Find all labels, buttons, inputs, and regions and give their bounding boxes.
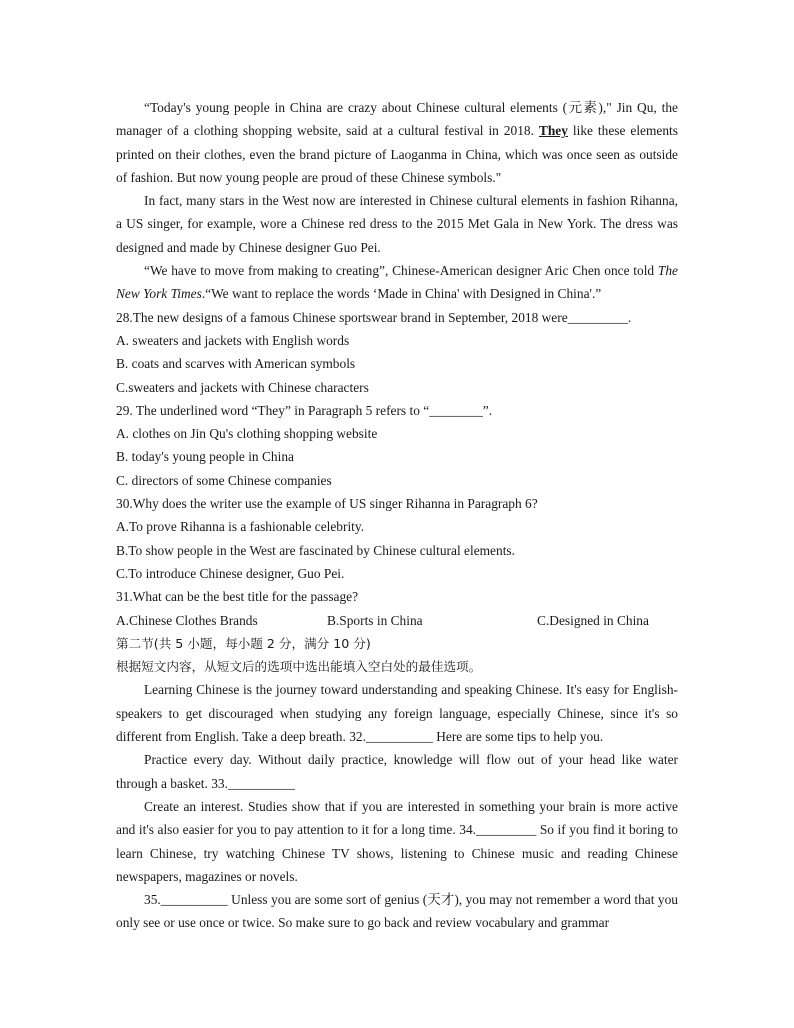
passage-2-paragraph-2: Practice every day. Without daily practice, knowledge will flow out of your head like water through a basket. 33.__________ <box>116 752 678 791</box>
q28-option-b: B. coats and scarves with American symbols <box>116 356 356 372</box>
q30-option-a: A.To prove Rihanna is a fashionable celebrity. <box>116 519 365 535</box>
q29-option-a: A. clothes on Jin Qu's clothing shopping website <box>116 426 378 442</box>
q31-options <box>116 609 678 632</box>
paragraph-4 <box>116 96 678 189</box>
q28-option-c: C.sweaters and jackets with Chinese characters <box>116 379 369 395</box>
passage-2-paragraph-1: Learning Chinese is the journey toward understanding and speaking Chinese. It's easy for English-speakers to get discouraged when studying any foreign language, especially Chinese, since it's so different from English. Take a deep breath. 32.__________ Here are some tips to help you. <box>116 682 678 745</box>
paragraph-4-text-b: like these elements printed on their clothes, even the brand picture of Laoganma in China, which was once seen as outside of fashion. But now young people are proud of these Chinese symbols." <box>116 123 678 185</box>
passage-2-paragraph-3: Create an interest. Studies show that if you are interested in something your brain is more active and it's also easier for you to pay attention to it for a long time. 34._________ So if you find it boring to learn Chinese, try watching Chinese TV shows, listening to Chinese music and reading Chinese newspapers, magazines or novels. <box>116 798 678 884</box>
q31-option-c: C.Designed in China <box>537 612 649 628</box>
exam-page <box>116 96 678 935</box>
question-30: 30.Why does the writer use the example of US singer Rihanna in Paragraph 6? <box>116 496 538 512</box>
section-2-instruction: 根据短文内容，从短文后的选项中选出能填入空白处的最佳选项。 <box>116 659 482 675</box>
q31-option-a: A.Chinese Clothes Brands <box>116 612 258 628</box>
question-28: 28.The new designs of a famous Chinese sportswear brand in September, 2018 were_________. <box>116 309 632 325</box>
paragraph-6-text-b: .“We want to replace the words ‘Made in China' with Designed in China'.” <box>201 286 602 302</box>
q30-option-b: B.To show people in the West are fascinated by Chinese cultural elements. <box>116 542 515 558</box>
passage-2-paragraph-4: 35.__________ Unless you are some sort of genius (天才), you may not remember a word that you only see or use once or twice. So make sure to go back and review vocabulary and grammar <box>116 892 678 931</box>
paragraph-5: In fact, many stars in the West now are interested in Chinese cultural elements in fashion Rihanna, a US singer, for example, wore a Chinese red dress to the 2015 Met Gala in New York. The dress was designed and made by Chinese designer Guo Pei. <box>116 193 678 255</box>
paragraph-6 <box>116 259 678 306</box>
q28-option-a: A. sweaters and jackets with English words <box>116 332 350 348</box>
section-2-heading: 第二节(共 5 小题，每小题 2 分，满分 10 分) <box>116 635 371 651</box>
newspaper-title: The New York Times <box>116 263 678 302</box>
paragraph-6-text-a: “We have to move from making to creating”, Chinese-American designer Aric Chen once told <box>144 263 658 279</box>
question-31: 31.What can be the best title for the passage? <box>116 589 359 605</box>
q29-option-c: C. directors of some Chinese companies <box>116 472 332 488</box>
question-29: 29. The underlined word “They” in Paragraph 5 refers to “________”. <box>116 402 493 418</box>
q29-option-b: B. today's young people in China <box>116 449 294 465</box>
underlined-they: They <box>538 123 568 139</box>
q31-option-b: B.Sports in China <box>327 612 423 628</box>
paragraph-4-text-a: “Today's young people in China are crazy about Chinese cultural elements (元素)," Jin Qu, the manager of a clothing shopping website, said at a cultural festival in 2018. <box>116 100 678 139</box>
q30-option-c: C.To introduce Chinese designer, Guo Pei. <box>116 565 345 581</box>
